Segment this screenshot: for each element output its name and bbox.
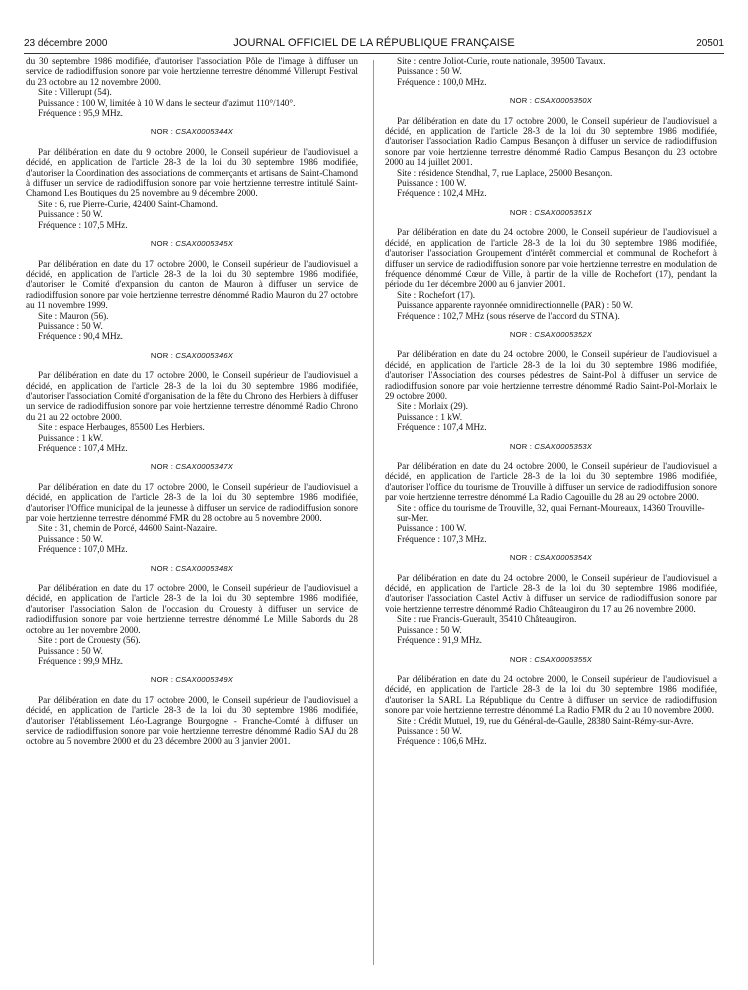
nor-label: NOR :: [509, 441, 533, 451]
notice-detail: Site : Crédit Mutuel, 19, rue du Général-de-Gaulle, 28380 Saint-Rémy-sur-Avre.: [397, 715, 694, 726]
notice-text: Par délibération en date du 24 octobre 2000, le Conseil supérieur de l'audiovisuel a décidé, en application de l'article 28-3 de la loi du 30 septembre 1986 modifiée, d'autoriser l'association Groupement d'intérêt commercial et communal de Rochefort à diffuser un service de radiodiffusion sonore par voie hertzienne terrestre en modulation de fréquence dénommé Cœur de Ville, à partir de la ville de Rochefort (17), pendant la période du 1er décembre 2000 au 6 janvier 2001.: [385, 227, 717, 290]
notice-detail: Site : 6, rue Pierre-Curie, 42400 Saint-Chamond.: [38, 198, 218, 209]
notice-detail: Puissance : 50 W.: [397, 624, 462, 635]
notice-detail: Fréquence : 91,9 MHz.: [397, 635, 482, 646]
notice-detail: Puissance : 100 W.: [397, 523, 467, 534]
nor-code: CSAX0005349X: [175, 675, 234, 685]
nor-code: CSAX0005348X: [175, 563, 234, 573]
decision-notice: [26, 239, 358, 342]
nor-label: NOR :: [509, 553, 533, 563]
notice-detail: Site : Morlaix (29).: [397, 401, 468, 412]
decision-notice: [385, 96, 717, 199]
journal-title: JOURNAL OFFICIEL DE LA RÉPUBLIQUE FRANÇAISE: [233, 37, 515, 49]
nor-code: CSAX0005345X: [175, 239, 234, 249]
notice-detail: Site : Rochefort (17).: [397, 289, 476, 300]
nor-reference: [26, 462, 358, 472]
notice-detail: Puissance : 100 W, limitée à 10 W dans le secteur d'azimut 110°/140°.: [38, 97, 296, 108]
nor-code: CSAX0005344X: [175, 127, 234, 137]
issue-date: 23 décembre 2000: [24, 38, 108, 49]
intro-notice: [385, 56, 717, 87]
decision-notice: [26, 127, 358, 230]
notice-detail: Puissance : 1 kW.: [38, 432, 103, 443]
notice-detail: Fréquence : 107,5 MHz.: [38, 219, 128, 230]
notice-detail: Fréquence : 107,4 MHz.: [397, 422, 487, 433]
notice-detail: Site : Mauron (56).: [38, 310, 109, 321]
nor-reference: [26, 127, 358, 137]
notice-detail: Site : Villerupt (54).: [38, 87, 112, 98]
notice-detail: Fréquence : 107,0 MHz.: [38, 544, 128, 555]
nor-label: NOR :: [150, 127, 174, 137]
nor-reference: [385, 96, 717, 106]
nor-code: CSAX0005351X: [534, 207, 593, 217]
nor-label: NOR :: [150, 350, 174, 360]
nor-label: NOR :: [150, 462, 174, 472]
nor-reference: [26, 564, 358, 574]
decision-notice: [26, 351, 358, 454]
notice-detail: Puissance : 100 W.: [397, 178, 467, 189]
notice-detail: Site : résidence Stendhal, 7, rue Laplace, 25000 Besançon.: [397, 167, 613, 178]
page-number: 20501: [696, 38, 724, 49]
notice-text: Par délibération en date du 24 octobre 2000, le Conseil supérieur de l'audiovisuel a décidé, en application de l'article 28-3 de la loi du 30 septembre 1986 modifiée, d'autoriser l'Association des courses pédestres de Saint-Pol à diffuser un service de radiodiffusion sonore par voie hertzienne terrestre dénommé Radio Saint-Pol-Morlaix le 29 octobre 2000.: [385, 349, 717, 401]
nor-reference: [26, 351, 358, 361]
nor-reference: [385, 553, 717, 563]
notice-detail: Puissance : 50 W.: [38, 209, 103, 220]
notice-detail: Fréquence : 106,6 MHz.: [397, 736, 487, 747]
column-divider: [373, 60, 374, 965]
notice-detail: Fréquence : 99,9 MHz.: [38, 655, 123, 666]
nor-code: CSAX0005355X: [534, 654, 593, 664]
notice-text: Par délibération en date du 24 octobre 2000, le Conseil supérieur de l'audiovisuel a décidé, en application de l'article 28-3 de la loi du 30 septembre 1986 modifiée, d'autoriser l'association Castel Activ à diffuser un service de radiodiffusion sonore par voie hertzienne terrestre dénommé Radio Châteaugiron du 17 au 26 novembre 2000.: [385, 572, 717, 614]
notice-detail: Puissance : 50 W.: [38, 320, 103, 331]
decision-notice: [385, 655, 717, 747]
notice-text: Par délibération en date du 17 octobre 2000, le Conseil supérieur de l'audiovisuel a décidé, en application de l'article 28-3 de la loi du 30 septembre 1986 modifiée, d'autoriser l'association Salon de l'occasion du Crouesty à diffuser un service de radiodiffusion sonore par voie hertzienne terrestre dénommé Le Mille Sabords du 28 octobre au 1er novembre 2000.: [26, 583, 358, 635]
nor-label: NOR :: [150, 563, 174, 573]
intro-notice: [26, 56, 358, 118]
nor-code: CSAX0005346X: [175, 350, 234, 360]
decision-notice: [26, 564, 358, 667]
notice-text: du 30 septembre 1986 modifiée, d'autoriser l'association Pôle de l'image à diffuser un service de radiodiffusion sonore par voie hertzienne terrestre dénommé Villerupt Festival du 23 octobre au 12 novembre 2000.: [26, 56, 358, 87]
nor-code: CSAX0005347X: [175, 462, 234, 472]
nor-reference: [26, 675, 358, 685]
notice-detail: Puissance : 50 W.: [38, 533, 103, 544]
nor-code: CSAX0005350X: [534, 96, 593, 106]
decision-notice: [385, 442, 717, 545]
nor-label: NOR :: [150, 675, 174, 685]
notice-text: Par délibération en date du 17 octobre 2000, le Conseil supérieur de l'audiovisuel a décidé, en application de l'article 28-3 de la loi du 30 septembre 1986 modifiée, d'autoriser l'Office municipal de la jeunesse à diffuser un service de radiodiffusion sonore par voie hertzienne terrestre dénommé FMR du 28 octobre au 5 novembre 2000.: [26, 481, 358, 524]
page-header: [24, 38, 724, 52]
notice-detail: Site : rue Francis-Guerault, 35410 Châteaugiron.: [397, 614, 577, 625]
nor-reference: [385, 655, 717, 665]
nor-code: CSAX0005353X: [534, 441, 593, 451]
notice-text: Par délibération en date du 17 octobre 2000, le Conseil supérieur de l'audiovisuel a décidé, en application de l'article 28-3 de la loi du 30 septembre 1986 modifiée, d'autoriser l'association Comité d'organisation de la fête du Chrono des Herbiers à diffuser un service de radiodiffusion sonore par voie hertzienne terrestre dénommé Radio Chrono du 21 au 22 octobre 2000.: [26, 370, 358, 422]
nor-label: NOR :: [509, 329, 533, 339]
right-column: [385, 56, 717, 747]
notice-detail: Fréquence : 102,7 MHz (sous réserve de l'accord du STNA).: [397, 310, 620, 321]
decision-notice: [26, 462, 358, 554]
notice-detail: Puissance : 50 W.: [38, 645, 103, 656]
notice-detail: Fréquence : 107,3 MHz.: [397, 533, 487, 544]
notice-detail: Puissance apparente rayonnée omnidirectionnelle (PAR) : 50 W.: [397, 300, 633, 311]
nor-reference: [385, 208, 717, 218]
notice-text: Par délibération en date du 17 octobre 2000, le Conseil supérieur de l'audiovisuel a décidé, en application de l'article 28-3 de la loi du 30 septembre 1986 modifiée, d'autoriser le Comité d'expansion du canton de Mauron à diffuser un service de radiodiffusion sonore par voie hertzienne terrestre dénommé Radio Mauron du 27 octobre au 11 novembre 1999.: [26, 258, 358, 311]
notice-detail: Fréquence : 107,4 MHz.: [38, 443, 128, 453]
nor-reference: [385, 442, 717, 452]
notice-detail: Puissance : 50 W.: [397, 66, 462, 77]
decision-notice: [385, 208, 717, 321]
decision-notice: [26, 675, 358, 746]
notice-detail: Site : centre Joliot-Curie, route nationale, 39500 Tavaux.: [397, 56, 606, 66]
notice-detail: Fréquence : 90,4 MHz.: [38, 331, 123, 342]
notice-detail: Site : office du tourisme de Trouville, 32, quai Fernant-Moureaux, 14360 Trouville-sur-Mer.: [397, 502, 705, 524]
notice-detail: Fréquence : 95,9 MHz.: [38, 108, 123, 119]
notice-detail: Puissance : 1 kW.: [397, 411, 462, 422]
left-column: [26, 56, 358, 747]
notice-text: Par délibération en date du 17 octobre 2000, le Conseil supérieur de l'audiovisuel a décidé, en application de l'article 28-3 de la loi du 30 septembre 1986 modifiée, d'autoriser l'établissement Léo-Lagrange Bourgogne - Franche-Comté à diffuser un service de radiodiffusion sonore par voie hertzienne terrestre dénommé Radio SAJ du 28 octobre au 5 novembre 2000 et du 23 décembre 2000 au 3 janvier 2001.: [26, 694, 358, 747]
notice-detail: Puissance : 50 W.: [397, 725, 462, 736]
notice-detail: Site : port de Crouesty (56).: [38, 635, 141, 646]
decision-notice: [385, 553, 717, 645]
notice-text: Par délibération en date du 24 octobre 2000, le Conseil supérieur de l'audiovisuel a décidé, en application de l'article 28-3 de la loi du 30 septembre 1986 modifiée, d'autoriser la SARL La République du Centre à diffuser un service de radiodiffusion sonore par voie hertzienne terrestre dénommé La Radio FMR du 2 au 10 novembre 2000.: [385, 673, 717, 716]
notice-detail: Site : espace Herbauges, 85500 Les Herbiers.: [38, 422, 205, 433]
nor-label: NOR :: [509, 96, 533, 106]
header-rule: [24, 53, 724, 54]
decision-notice: [385, 330, 717, 433]
notice-detail: Fréquence : 102,4 MHz.: [397, 188, 487, 199]
notice-detail: Fréquence : 100,0 MHz.: [397, 76, 487, 87]
nor-label: NOR :: [509, 654, 533, 664]
notice-detail: Site : 31, chemin de Porcé, 44600 Saint-Nazaire.: [38, 523, 218, 534]
nor-reference: [385, 330, 717, 340]
notice-text: Par délibération en date du 24 octobre 2000, le Conseil supérieur de l'audiovisuel a décidé, en application de l'article 28-3 de la loi du 30 septembre 1986 modifiée, d'autoriser l'office du tourisme de Trouville à diffuser un service de radiodiffusion sonore par voie hertzienne terrestre dénommé La Radio Cagouille du 28 au 29 octobre 2000.: [385, 461, 717, 503]
nor-code: CSAX0005354X: [534, 553, 593, 563]
nor-label: NOR :: [150, 239, 174, 249]
notice-text: Par délibération en date du 9 octobre 2000, le Conseil supérieur de l'audiovisuel a décidé, en application de l'article 28-3 de la loi du 30 septembre 1986 modifiée, d'autoriser la Coordination des associations de commerçants et artisans de Saint-Chamond à diffuser un service de radiodiffusion sonore par voie hertzienne terrestre intitulé Saint-Chamond Les Boutiques du 25 novembre au 9 décembre 2000.: [26, 146, 358, 199]
nor-code: CSAX0005352X: [534, 329, 593, 339]
nor-label: NOR :: [509, 207, 533, 217]
notice-text: Par délibération en date du 17 octobre 2000, le Conseil supérieur de l'audiovisuel a décidé, en application de l'article 28-3 de la loi du 30 septembre 1986 modifiée, d'autoriser l'association Radio Campus Besançon à diffuser un service de radiodiffusion sonore par voie hertzienne terrestre dénommé Radio Campus Besançon du 23 octobre 2000 au 14 juillet 2001.: [385, 115, 717, 168]
nor-reference: [26, 239, 358, 249]
